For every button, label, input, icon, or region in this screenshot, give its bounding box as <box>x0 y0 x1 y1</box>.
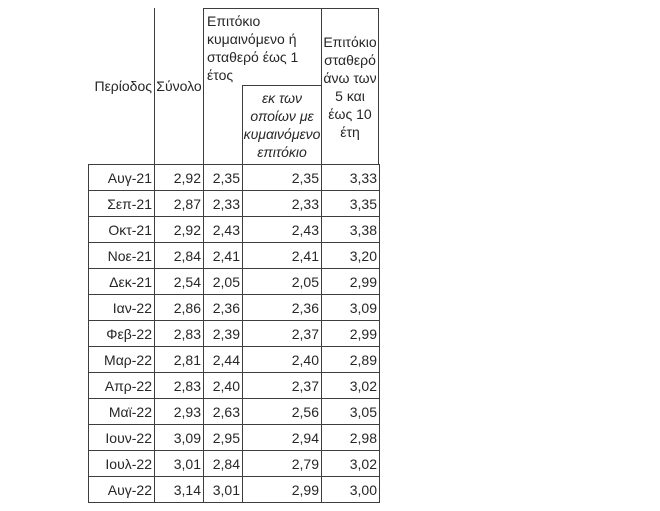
cell-floating-or-fixed-1y: 2,84 <box>204 451 243 477</box>
cell-period: Φεβ-22 <box>89 321 155 347</box>
table-row <box>89 295 380 321</box>
cell-floating-or-fixed-1y: 2,40 <box>204 373 243 399</box>
cell-fixed-5-to-10y: 2,99 <box>322 321 380 347</box>
cell-fixed-5-to-10y: 3,09 <box>322 295 380 321</box>
cell-total: 2,92 <box>155 165 204 191</box>
cell-floating-or-fixed-1y: 2,41 <box>204 243 243 269</box>
table-row <box>89 451 380 477</box>
cell-period: Αυγ-22 <box>89 477 155 503</box>
cell-of-which-floating: 2,40 <box>243 347 322 373</box>
table-row <box>89 347 380 373</box>
cell-of-which-floating: 2,33 <box>243 191 322 217</box>
cell-total: 2,83 <box>155 321 204 347</box>
cell-period: Ιουλ-22 <box>89 451 155 477</box>
cell-floating-or-fixed-1y: 2,36 <box>204 295 243 321</box>
cell-period: Οκτ-21 <box>89 217 155 243</box>
cell-total: 2,86 <box>155 295 204 321</box>
cell-total: 3,09 <box>155 425 204 451</box>
cell-floating-or-fixed-1y: 2,43 <box>204 217 243 243</box>
table-row <box>89 321 380 347</box>
cell-floating-or-fixed-1y: 3,01 <box>204 477 243 503</box>
cell-of-which-floating: 2,94 <box>243 425 322 451</box>
cell-of-which-floating: 2,35 <box>243 165 322 191</box>
cell-period: Ιαν-22 <box>89 295 155 321</box>
table-row <box>89 373 380 399</box>
cell-total: 2,87 <box>155 191 204 217</box>
column-header-period: Περίοδος <box>88 8 155 164</box>
cell-fixed-5-to-10y: 3,20 <box>322 243 380 269</box>
cell-of-which-floating: 2,99 <box>243 477 322 503</box>
cell-fixed-5-to-10y: 3,00 <box>322 477 380 503</box>
cell-total: 2,92 <box>155 217 204 243</box>
cell-fixed-5-to-10y: 2,99 <box>322 269 380 295</box>
cell-floating-or-fixed-1y: 2,35 <box>204 165 243 191</box>
cell-total: 2,84 <box>155 243 204 269</box>
table-row <box>89 269 380 295</box>
table-row <box>89 165 380 191</box>
table-row <box>89 217 380 243</box>
cell-period: Μαρ-22 <box>89 347 155 373</box>
table-body <box>89 165 380 503</box>
cell-of-which-floating: 2,37 <box>243 321 322 347</box>
cell-floating-or-fixed-1y: 2,33 <box>204 191 243 217</box>
column-header-of-which-floating: εκ των οποίων με κυμαινόμενο επιτόκιο <box>242 85 321 164</box>
table-row <box>89 399 380 425</box>
cell-floating-or-fixed-1y: 2,44 <box>204 347 243 373</box>
cell-floating-or-fixed-1y: 2,39 <box>204 321 243 347</box>
cell-fixed-5-to-10y: 3,02 <box>322 373 380 399</box>
cell-period: Αυγ-21 <box>89 165 155 191</box>
cell-of-which-floating: 2,37 <box>243 373 322 399</box>
cell-total: 2,93 <box>155 399 204 425</box>
cell-floating-or-fixed-1y: 2,95 <box>204 425 243 451</box>
cell-period: Μαϊ-22 <box>89 399 155 425</box>
table-row <box>89 191 380 217</box>
cell-of-which-floating: 2,56 <box>243 399 322 425</box>
cell-period: Δεκ-21 <box>89 269 155 295</box>
cell-fixed-5-to-10y: 2,89 <box>322 347 380 373</box>
cell-total: 2,81 <box>155 347 204 373</box>
cell-period: Ιουν-22 <box>89 425 155 451</box>
cell-of-which-floating: 2,41 <box>243 243 322 269</box>
cell-fixed-5-to-10y: 3,35 <box>322 191 380 217</box>
cell-of-which-floating: 2,36 <box>243 295 322 321</box>
interest-rates-table <box>88 164 380 503</box>
cell-total: 3,14 <box>155 477 204 503</box>
cell-of-which-floating: 2,05 <box>243 269 322 295</box>
cell-fixed-5-to-10y: 3,38 <box>322 217 380 243</box>
cell-floating-or-fixed-1y: 2,05 <box>204 269 243 295</box>
cell-fixed-5-to-10y: 2,98 <box>322 425 380 451</box>
cell-total: 3,01 <box>155 451 204 477</box>
cell-fixed-5-to-10y: 3,02 <box>322 451 380 477</box>
cell-total: 2,83 <box>155 373 204 399</box>
cell-of-which-floating: 2,79 <box>243 451 322 477</box>
cell-of-which-floating: 2,43 <box>243 217 322 243</box>
cell-fixed-5-to-10y: 3,05 <box>322 399 380 425</box>
column-header-fixed-5-to-10y: Επιτόκιο σταθερό άνω των 5 και έως 10 έτη <box>321 8 379 164</box>
cell-period: Απρ-22 <box>89 373 155 399</box>
table-row <box>89 477 380 503</box>
cell-period: Σεπ-21 <box>89 191 155 217</box>
cell-period: Νοε-21 <box>89 243 155 269</box>
cell-fixed-5-to-10y: 3,33 <box>322 165 380 191</box>
table-row <box>89 425 380 451</box>
cell-floating-or-fixed-1y: 2,63 <box>204 399 243 425</box>
cell-total: 2,54 <box>155 269 204 295</box>
column-header-floating-or-fixed-1y: Επιτόκιο κυμαινόμενο ή σταθερό έως 1 έτος <box>203 8 321 164</box>
column-header-total: Σύνολο <box>155 8 203 164</box>
table-row <box>89 243 380 269</box>
